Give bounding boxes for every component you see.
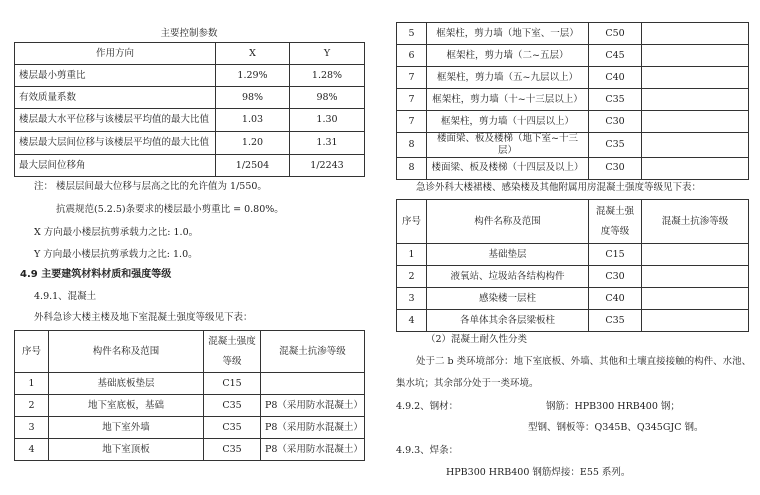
section-heading: 4.9 主要建筑材料材质和强度等级	[20, 269, 172, 280]
table2-intro: 外科急诊大楼主楼及地下室混凝土强度等级见下表：	[34, 312, 253, 323]
left-column	[14, 0, 364, 455]
table3-intro: 急诊外科大楼裙楼、感染楼及其他附属用房混凝土强度等级见下表：	[416, 182, 702, 193]
table-row: 2 液氧站、垃圾站各结构构件 C30	[397, 266, 749, 288]
table-row: 最大层间位移角 1/2504 1/2243	[15, 155, 365, 177]
table-row: 7 框架柱，剪力墙（十四层以上） C30	[397, 111, 749, 133]
table-row: 4 地下室顶板 C35 P8（采用防水混凝土）	[15, 439, 365, 461]
welding-text: HPB300 HRB400 钢筋焊接：E55 系列。	[446, 467, 631, 478]
steel-label: 4.9.2、钢材：	[396, 401, 459, 412]
note-drift-limit: 注： 楼层层间最大位移与层高之比的允许值为 1/550。	[34, 181, 267, 192]
table-row: 有效质量系数 98% 98%	[15, 87, 365, 109]
table-header-row: 作用方向 X Y	[15, 43, 365, 65]
table-row: 3 地下室外墙 C35 P8（采用防水混凝土）	[15, 417, 365, 439]
annex-concrete-grade-table	[396, 199, 749, 332]
table-row: 4 各单体其余各层梁板柱 C35	[397, 310, 749, 332]
table-row: 1 基础垫层 C15	[397, 244, 749, 266]
table-header-row: 序号 构件名称及范围 混凝土强度等级 混凝土抗渗等级	[397, 200, 749, 244]
table-row: 8 楼面梁、板及楼梯（地下室~十三层） C35	[397, 133, 749, 158]
concrete-grade-table-continued	[396, 22, 749, 180]
table-row: 8 楼面梁、板及楼梯（十四层及以上） C30	[397, 157, 749, 179]
concrete-grade-table	[14, 330, 365, 461]
welding-label: 4.9.3、焊条：	[396, 445, 459, 456]
durability-title: （2）混凝土耐久性分类	[426, 334, 528, 345]
durability-paragraph-line1: 处于二 b 类环境部分：地下室底板、外墙、其他和土壤直接接触的构件、水池、	[416, 356, 752, 367]
table-row: 3 感染楼一层柱 C40	[397, 288, 749, 310]
table-row: 1 基础底板垫层 C15	[15, 373, 365, 395]
note-shear-ratio: 抗震规范(5.2.5)条要求的楼层最小剪重比 = 0.80%。	[56, 204, 284, 215]
table-row: 7 框架柱，剪力墙（十~十三层以上） C35	[397, 89, 749, 111]
table-row: 楼层最大水平位移与该楼层平均值的最大比值 1.03 1.30	[15, 109, 365, 132]
note-x-capacity: X 方向最小楼层抗剪承载力之比: 1.0。	[34, 227, 199, 238]
param-table-title: 主要控制参数	[160, 28, 218, 39]
table-row: 5 框架柱，剪力墙（地下室、一层） C50	[397, 23, 749, 45]
table-row: 2 地下室底板，基础 C35 P8（采用防水混凝土）	[15, 395, 365, 417]
table-header-row: 序号 构件名称及范围 混凝土强度等级 混凝土抗渗等级	[15, 331, 365, 373]
note-y-capacity: Y 方向最小楼层抗剪承载力之比: 1.0。	[34, 249, 198, 260]
steel-section: 型钢、钢板等：Q345B、Q345GJC 钢。	[528, 422, 704, 433]
table-row: 楼层最大层间位移与该楼层平均值的最大比值 1.20 1.31	[15, 132, 365, 155]
subsection-concrete: 4.9.1、混凝土	[34, 291, 97, 302]
durability-paragraph-line2: 集水坑；其余部分处于一类环境。	[396, 378, 539, 389]
table-row: 7 框架柱，剪力墙（五~九层以上） C40	[397, 67, 749, 89]
table-row: 楼层最小剪重比 1.29% 1.28%	[15, 65, 365, 87]
steel-rebar: 钢筋：HPB300 HRB400 钢；	[546, 401, 680, 412]
control-parameter-table	[14, 42, 365, 177]
table-row: 6 框架柱，剪力墙（二~五层） C45	[397, 45, 749, 67]
